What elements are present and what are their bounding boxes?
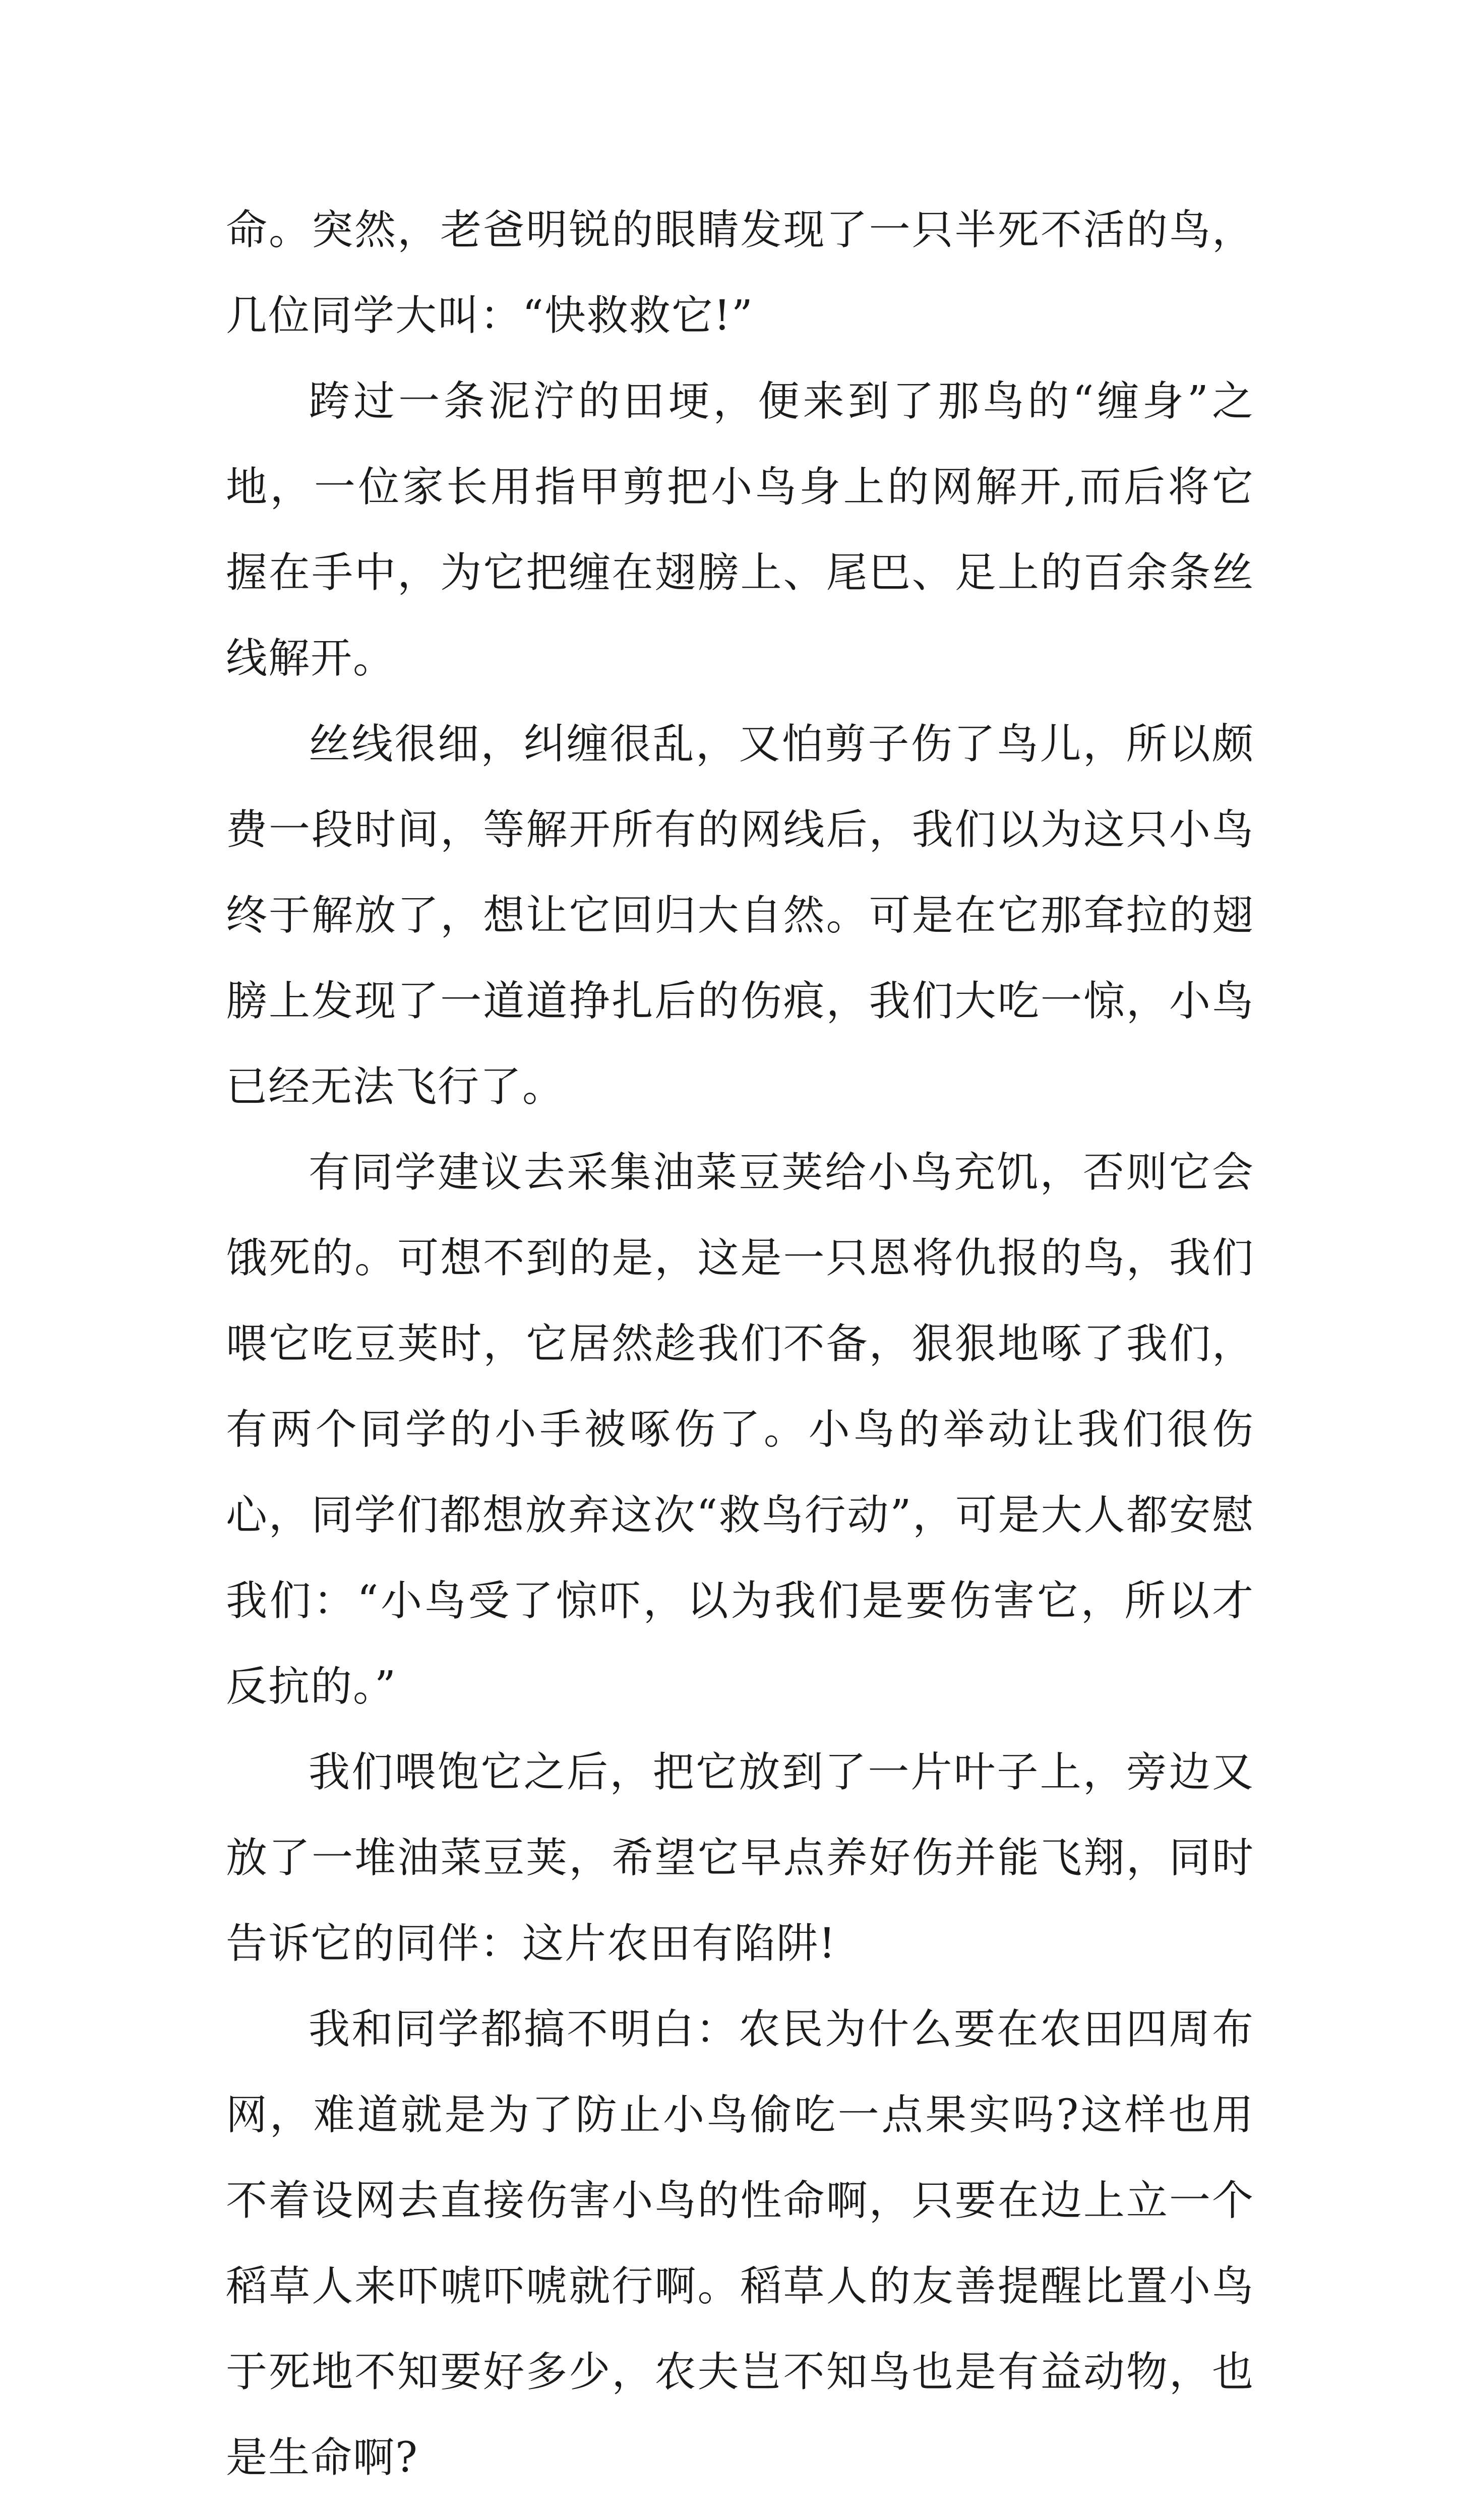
section-heading bbox=[226, 2501, 1254, 2520]
paragraph-6: 我和同学都搞不明白：农民为什么要在农田四周布网，难道就是为了防止小鸟偷吃一点果实吗?这样也用不着设网去直接伤害小鸟的性命啊，只要在边上立一个稻草人来吓唬吓唬就行啊。稻草人的友善提醒比置小鸟于死地不知要好多少，农夫岂不知鸟也是有益动物，也是生命啊? bbox=[226, 2005, 1254, 2482]
document-body bbox=[226, 187, 1254, 2520]
paragraph-3: 丝线很细，纠缠很乱，又怕剪子伤了鸟儿，所以颇费一段时间，等解开所有的网线后，我们以为这只小鸟终于解放了，想让它回归大自然。可是在它那耷拉的翅膀上发现了一道道挣扎后的伤痕，我们大吃一惊，小鸟已经无法飞行了。 bbox=[226, 720, 1254, 1111]
paragraph-5: 我们喂饱它之后，把它放到了一片叶子上，旁边又放了一堆油菜豆荚，希望它早点养好伤并能飞翔，同时告诉它的同伴：这片农田有陷阱! bbox=[226, 1748, 1254, 1968]
paragraph-4: 有同学建议去采集油菜豆荚给小鸟充饥，否则它会饿死的。可想不到的是，这是一只恩将仇报的鸟，我们喂它吃豆荚时，它居然趁我们不备，狠狠地啄了我们，有两个同学的小手被啄伤了。小鸟的举动让我们很伤心，同学们都想放弃这次“救鸟行动”，可是大人都安慰我们：“小鸟受了惊吓，以为我们是要伤害它，所以才反抗的。” bbox=[226, 1149, 1254, 1711]
paragraph-1: 命。突然，老爸明锐的眼睛发现了一只半死不活的鸟，几位同学大叫：“快救救它!” bbox=[226, 206, 1254, 340]
paragraph-2: 跨过一条泥泞的田埂，便来到了那鸟的“缠身”之地，一位家长用指甲剪把小鸟身上的网解开,而后将它握在手中，为它把缠在翅膀上、尾巴、足上的百余条丝线解开。 bbox=[226, 377, 1254, 682]
